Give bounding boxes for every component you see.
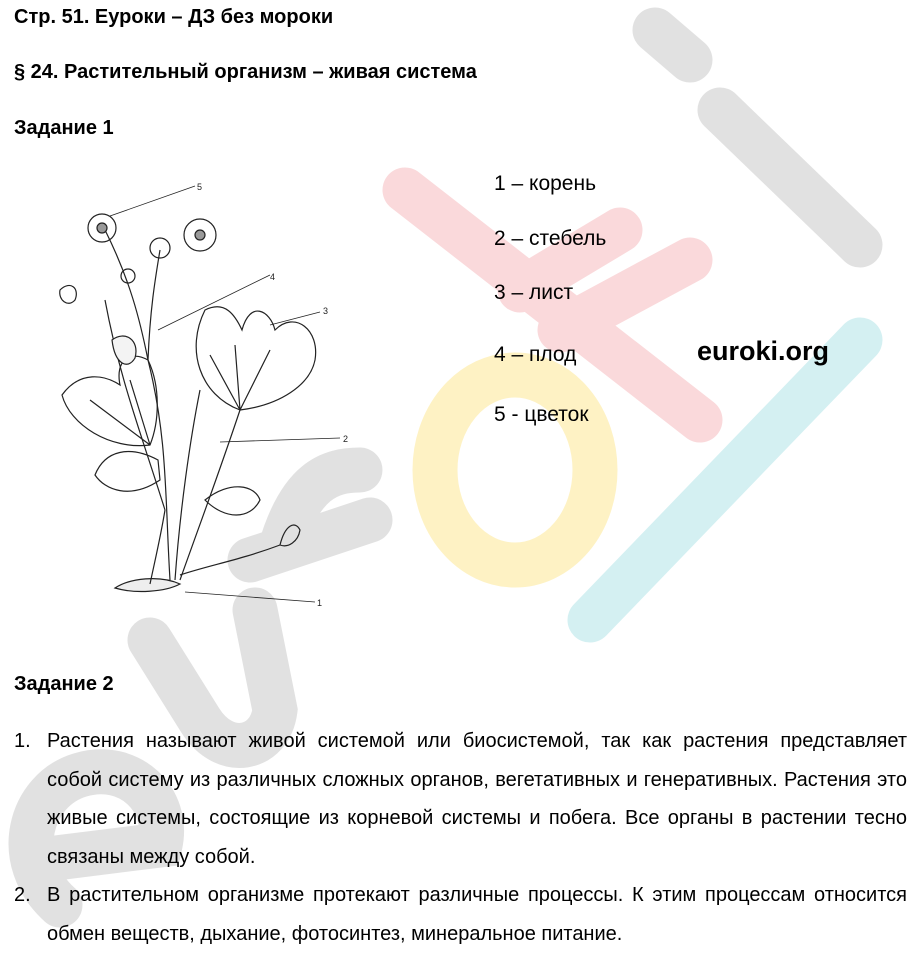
strawberry-plant-illustration [30, 180, 360, 610]
site-brand: euroki.org [697, 336, 830, 366]
page-title: Стр. 51. Еуроки – ДЗ без мороки [14, 6, 334, 28]
list-item-number: 1. [14, 730, 31, 752]
figure-label-5: 5 [197, 182, 203, 192]
list-item [14, 722, 907, 876]
task2-answer-list [14, 722, 907, 953]
task2-heading: Задание 2 [14, 673, 114, 695]
figure-label-3: 3 [323, 306, 329, 316]
task1-heading: Задание 1 [14, 117, 114, 139]
section-title: § 24. Растительный организм – живая система [14, 61, 477, 83]
list-item-text: В растительном организме протекают различные процессы. К этим процессам относится обмен веществ, дыхание, фотосинтез, минеральное питание. [47, 884, 907, 945]
legend-item-5: 5 - цветок [494, 403, 589, 426]
legend-item-2: 2 – стебель [494, 227, 607, 250]
legend-item-1: 1 – корень [494, 172, 597, 195]
figure-label-1: 1 [317, 598, 323, 608]
legend-item-4: 4 – плод [494, 343, 577, 366]
figure-label-4: 4 [270, 272, 276, 282]
legend-item-3: 3 – лист [494, 281, 574, 304]
list-item-number: 2. [14, 884, 31, 906]
list-item-text: Растения называют живой системой или биосистемой, так как растения представляет собой систему из различных сложных органов, вегетативных и генеративных. Растения это живые системы, состоящие из корневой системы и побега. Все органы в растении тесно связаны между собой. [47, 730, 907, 868]
list-item [14, 876, 907, 953]
figure-label-2: 2 [343, 434, 349, 444]
